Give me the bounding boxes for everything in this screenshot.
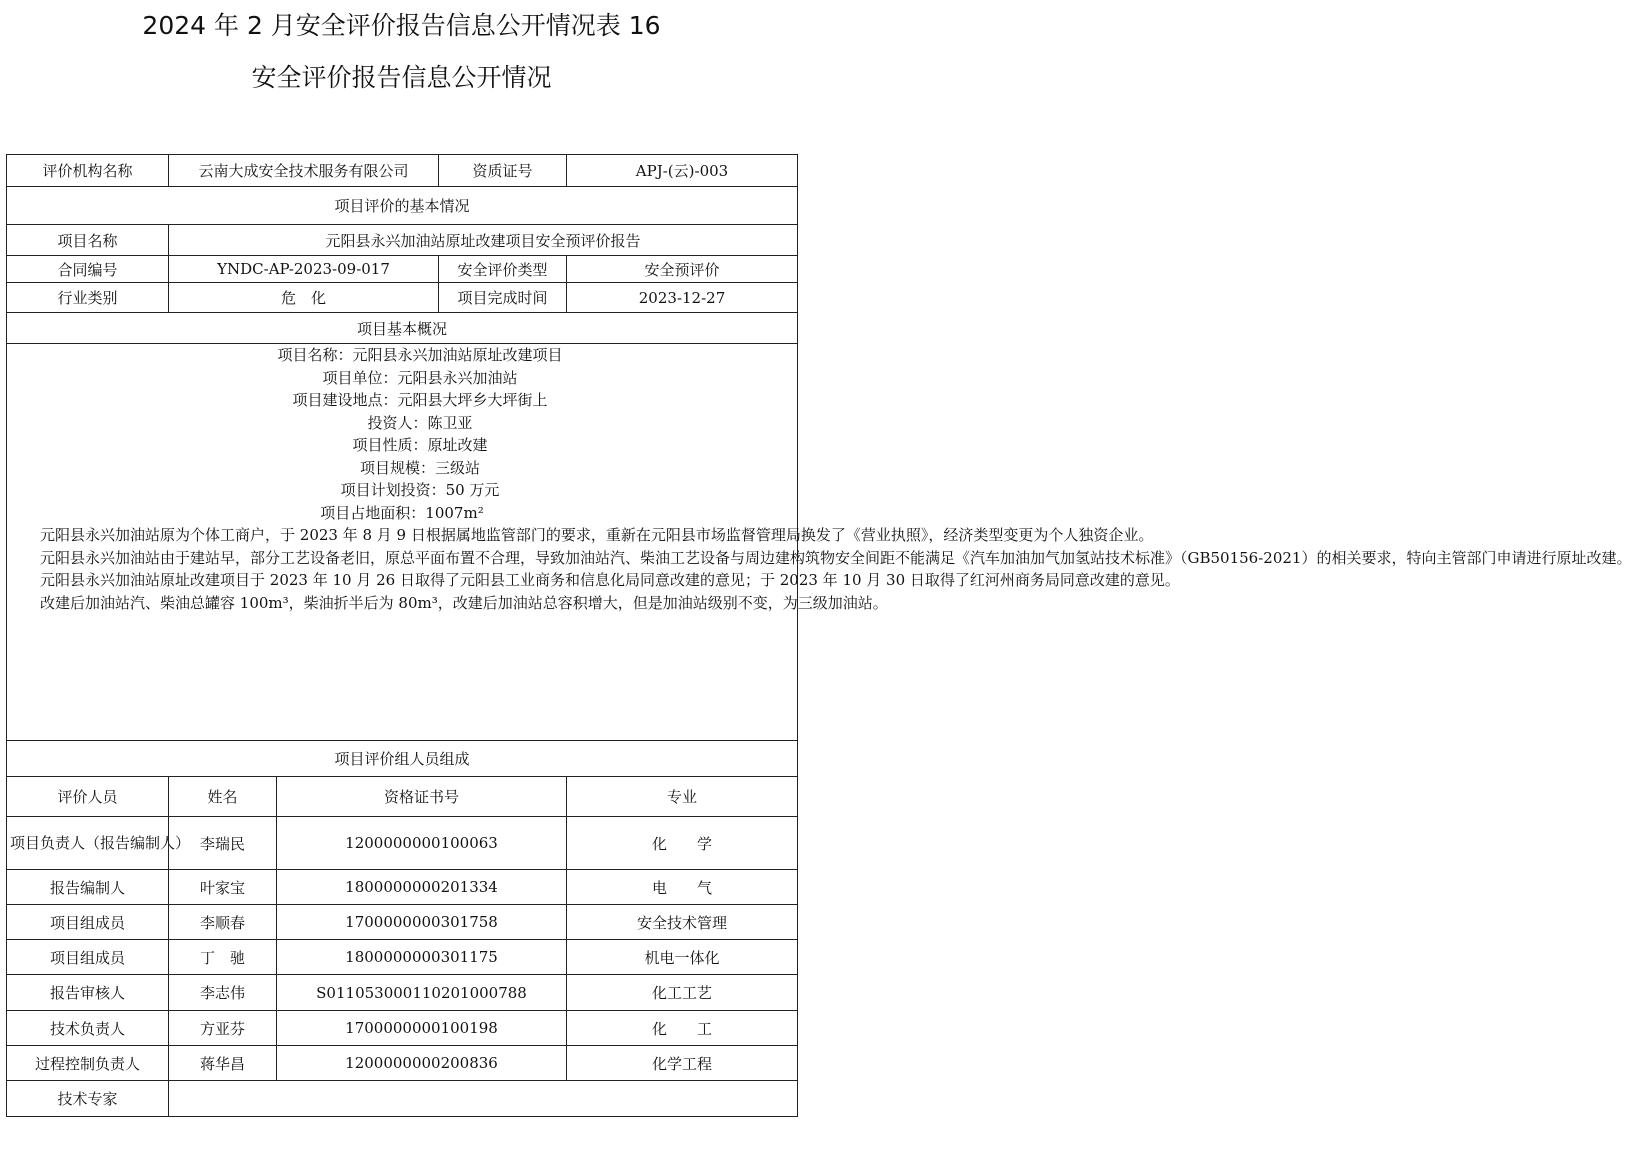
member-name: 李志伟 <box>169 975 277 1011</box>
table-row <box>7 975 798 1011</box>
overview-item: 项目计划投资：50 万元 <box>340 481 500 499</box>
member-name: 李顺春 <box>169 905 277 940</box>
page-title: 2024 年 2 月安全评价报告信息公开情况表 16 <box>142 11 661 40</box>
industry-row <box>7 283 798 313</box>
basic-header: 项目评价的基本情况 <box>7 187 798 225</box>
overview-paragraph: 改建后加油站汽、柴油总罐容 100m³，柴油折半后为 80m³，改建后加油站总容积增大，但是加油站级别不变，为三级加油站。 <box>40 593 888 612</box>
table-row <box>7 817 798 870</box>
member-major: 安全技术管理 <box>567 905 798 940</box>
cert-label: 资质证号 <box>439 155 567 187</box>
finish-value: 2023-12-27 <box>567 283 798 313</box>
overview-paragraph: 元阳县永兴加油站由于建站早，部分工艺设备老旧，原总平面布置不合理，导致加油站汽、柴油工艺设备与周边建构筑物安全间距不能满足《汽车加油加气加氢站技术标准》（GB50156-2021）的相关要求，特向主管部门申请进行原址改建。 <box>40 548 1631 567</box>
project-name-value: 元阳县永兴加油站原址改建项目安全预评价报告 <box>169 225 798 256</box>
member-role: 技术负责人 <box>7 1011 169 1046</box>
table-row <box>7 1011 798 1046</box>
overview-item: 投资人：陈卫亚 <box>367 413 473 432</box>
member-name: 方亚芬 <box>169 1011 277 1046</box>
finish-label: 项目完成时间 <box>439 283 567 313</box>
column-header-role: 评价人员 <box>7 777 169 817</box>
overview-item: 项目建设地点：元阳县大坪乡大坪街上 <box>292 391 548 409</box>
member-major: 化 学 <box>567 817 798 870</box>
member-major: 机电一体化 <box>567 940 798 975</box>
org-label: 评价机构名称 <box>7 155 169 187</box>
org-value: 云南大成安全技术服务有限公司 <box>169 155 439 187</box>
expert-row <box>7 1081 798 1117</box>
overview-item: 项目规模：三级站 <box>360 458 481 477</box>
member-cert: 1700000000100198 <box>277 1011 567 1046</box>
overview-area: 项目占地面积：1007m² <box>320 503 484 522</box>
member-cert: 1200000000200836 <box>277 1046 567 1081</box>
column-header-major: 专业 <box>567 777 798 817</box>
industry-value: 危 化 <box>169 283 439 313</box>
member-role: 项目组成员 <box>7 905 169 940</box>
overview-paragraph: 元阳县永兴加油站原为个体工商户，于 2023 年 8 月 9 日根据属地监管部门的要求，重新在元阳县市场监督管理局换发了《营业执照》，经济类型变更为个人独资企业。 <box>40 526 1154 544</box>
member-cert: 1800000000301175 <box>277 940 567 975</box>
basic-header-row <box>7 187 798 225</box>
contract-label: 合同编号 <box>7 256 169 283</box>
member-name: 蒋华昌 <box>169 1046 277 1081</box>
member-cert: 1700000000301758 <box>277 905 567 940</box>
column-header-name: 姓名 <box>169 777 277 817</box>
member-name: 丁 驰 <box>169 940 277 975</box>
overview-header-row <box>7 313 798 344</box>
overview-item: 项目单位：元阳县永兴加油站 <box>322 368 518 387</box>
member-role: 报告编制人 <box>7 870 169 905</box>
member-name: 李瑞民 <box>169 817 277 870</box>
page-subtitle: 安全评价报告信息公开情况 <box>251 63 552 92</box>
member-role: 报告审核人 <box>7 975 169 1011</box>
overview-row <box>7 344 798 741</box>
project-name-label: 项目名称 <box>7 225 169 256</box>
cert-value: APJ-(云)-003 <box>567 155 798 187</box>
member-role: 项目负责人（报告编制人） <box>7 817 169 870</box>
project-name-row <box>7 225 798 256</box>
member-major: 电 气 <box>567 870 798 905</box>
overview-header: 项目基本概况 <box>7 313 798 344</box>
contract-value: YNDC-AP-2023-09-017 <box>169 256 439 283</box>
org-row <box>7 155 798 187</box>
member-major: 化学工程 <box>567 1046 798 1081</box>
table-row <box>7 870 798 905</box>
overview-content <box>7 344 1631 741</box>
table-row <box>7 940 798 975</box>
member-name: 叶家宝 <box>169 870 277 905</box>
industry-label: 行业类别 <box>7 283 169 313</box>
member-role: 过程控制负责人 <box>7 1046 169 1081</box>
expert-label: 技术专家 <box>7 1081 169 1117</box>
report-table <box>6 154 1631 1117</box>
overview-item: 项目性质：原址改建 <box>352 436 488 454</box>
member-cert: S011053000110201000788 <box>277 975 567 1011</box>
member-role: 项目组成员 <box>7 940 169 975</box>
eval-type-value: 安全预评价 <box>567 256 798 283</box>
member-cert: 1200000000100063 <box>277 817 567 870</box>
member-major: 化 工 <box>567 1011 798 1046</box>
team-header-row <box>7 741 798 777</box>
overview-paragraph: 元阳县永兴加油站原址改建项目于 2023 年 10 月 26 日取得了元阳县工业商务和信息化局同意改建的意见；于 2023 年 10 月 30 日取得了红河州商务局同意改建的意见。 <box>40 571 1180 589</box>
column-header-cert: 资格证书号 <box>277 777 567 817</box>
table-row <box>7 905 798 940</box>
member-major: 化工工艺 <box>567 975 798 1011</box>
expert-value <box>169 1081 798 1117</box>
eval-type-label: 安全评价类型 <box>439 256 567 283</box>
table-row <box>7 1046 798 1081</box>
team-header: 项目评价组人员组成 <box>7 741 798 777</box>
contract-row <box>7 256 798 283</box>
team-columns-row <box>7 777 798 817</box>
overview-item: 项目名称：元阳县永兴加油站原址改建项目 <box>277 346 563 364</box>
member-cert: 1800000000201334 <box>277 870 567 905</box>
